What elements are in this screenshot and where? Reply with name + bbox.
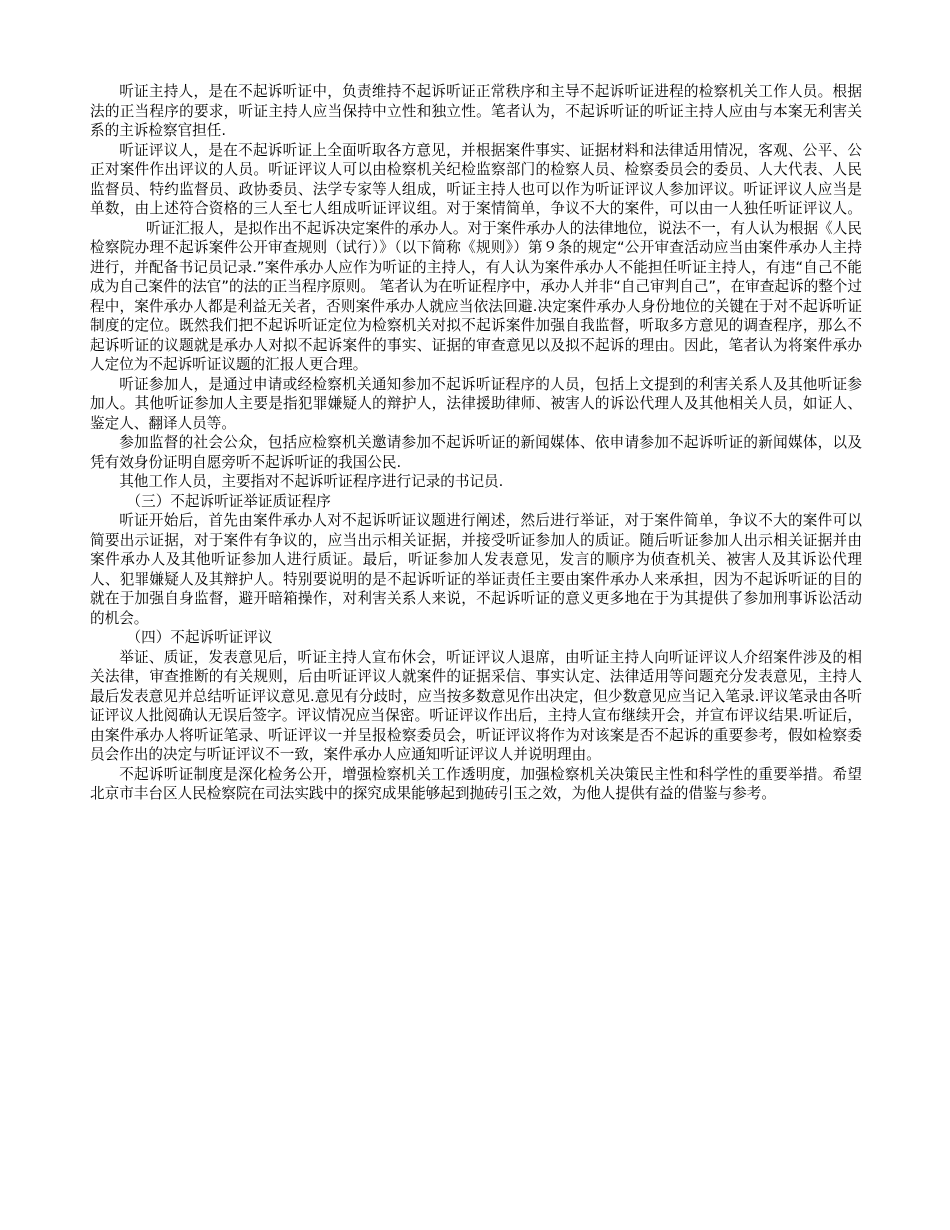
paragraph-other-staff: 其他工作人员，主要指对不起诉听证程序进行记录的书记员. bbox=[119, 473, 504, 490]
paragraph-hearing-reviewer bbox=[90, 141, 862, 375]
section-heading-evidence: （三）不起诉听证举证质证程序 bbox=[126, 492, 331, 510]
paragraph-public-supervision: 参加监督的社会公众，包括应检察机关邀请参加不起诉听证的新闻媒体、依申请参加不起诉听证的新闻媒体，以及凭有效身份证明自愿旁听不起诉听证的我国公民. bbox=[90, 434, 862, 471]
paragraph-hearing-participant: 听证参加人，是通过申请或经检察机关通知参加不起诉听证程序的人员，包括上文提到的利害关系人及其他听证参加人。其他听证参加人主要是指犯罪嫌疑人的辩护人，法律援助律师、被害人的诉讼代理人及其他相关人员，如证人、鉴定人、翻译人员等。 bbox=[90, 375, 862, 432]
paragraph-hearing-reporter-text: 听证汇报人，是拟作出不起诉决定案件的承办人。对于案件承办人的法律地位，说法不一，有人认为根据《人民检察院办理不起诉案件公开审查规则（试行）》（以下简称《规则》）第９条的规定“公开审查活动应当由案件承办人主持进行，并配备书记员记录.”案件承办人应作为听证的主持人，有人认为案件承办人不能担任听证主持人，有违“自己不能成为自己案件的法官”的法的正当程序原则。 笔者认为在听证程序中，承办人并非“自己审判自己”，在审查起诉的整个过程中，案件承办人都是利益无关者，否则案件承办人就应当依法回避.决定案件承办人身份地位的关键在于对不起诉听证制度的定位。既然我们把不起诉听证定位为检察机关对拟不起诉案件加强自我监督，听取多方意见的调查程序，那么不起诉听证的议题就是承办人对拟不起诉案件的事实、证据的审查意见以及拟不起诉的理由。因此，笔者认为将案件承办人定位为不起诉听证议题的汇报人更合理。 bbox=[90, 219, 862, 373]
paragraph-review-procedure: 举证、质证，发表意见后，听证主持人宣布休会，听证评议人退席，由听证主持人向听证评议人介绍案件涉及的相关法律，审查推断的有关规则，后由听证评议人就案件的证据采信、事实认定、法律适用等问题充分发表意见，主持人最后发表意见并总结听证评议意见.意见有分歧时，应当按多数意见作出决定，但少数意见应当记入笔录.评议笔录由各听证评议人批阅确认无误后签字。评议情况应当保密。听证评议作出后，主持人宣布继续开会，并宣布评议结果.听证后，由案件承办人将听证笔录、听证评议一并呈报检察委员会，听证评议将作为对该案是否不起诉的重要参考，假如检察委员会作出的决定与听证评议不一致，案件承办人应通知听证评议人并说明理由。 bbox=[90, 648, 862, 763]
document-body bbox=[90, 82, 862, 804]
section-heading-review: （四）不起诉听证评议 bbox=[126, 629, 273, 646]
paragraph-conclusion: 不起诉听证制度是深化检务公开，增强检察机关工作透明度，加强检察机关决策民主性和科学性的重要举措。希望北京市丰台区人民检察院在司法实践中的探究成果能够起到抛砖引玉之效，为他人提供有益的借鉴与参考。 bbox=[90, 765, 862, 802]
paragraph-hearing-reviewer-text: 听证评议人，是在不起诉听证上全面听取各方意见，并根据案件事实、证据材料和法律适用情况，客观、公平、公正对案件作出评议的人员。听证评议人可以由检察机关纪检监察部门的检察人员、检察委员会的委员、人大代表、人民监督员、特约监督员、政协委员、法学专家等人组成，听证主持人也可以作为听证评议人参加评议。听证评议人应当是单数，由上述符合资格的三人至七人组成听证评议组。对于案情简单，争议不大的案件，可以由一人独任听证评议人。 bbox=[90, 141, 862, 217]
paragraph-evidence-procedure: 听证开始后，首先由案件承办人对不起诉听证议题进行阐述，然后进行举证，对于案件简单，争议不大的案件可以简要出示证据，对于案件有争议的，应当出示相关证据，并接受听证参加人的质证。随后听证参加人出示相关证据并由案件承办人及其他听证参加人进行质证。最后，听证参加人发表意见，发言的顺序为侦查机关、被害人及其诉讼代理人、犯罪嫌疑人及其辩护人。特别要说明的是不起诉听证的举证责任主要由案件承办人来承担，因为不起诉听证的目的就在于加强自身监督，避开暗箱操作，对利害关系人来说，不起诉听证的意义更多地在于为其提供了参加刑事诉讼活动的机会。 bbox=[90, 512, 862, 627]
paragraph-hearing-presider: 听证主持人，是在不起诉听证中，负责维持不起诉听证正常秩序和主导不起诉听证进程的检察机关工作人员。根据法的正当程序的要求，听证主持人应当保持中立性和独立性。笔者认为，不起诉听证的听证主持人应由与本案无利害关系的主诉检察官担任. bbox=[90, 83, 862, 139]
